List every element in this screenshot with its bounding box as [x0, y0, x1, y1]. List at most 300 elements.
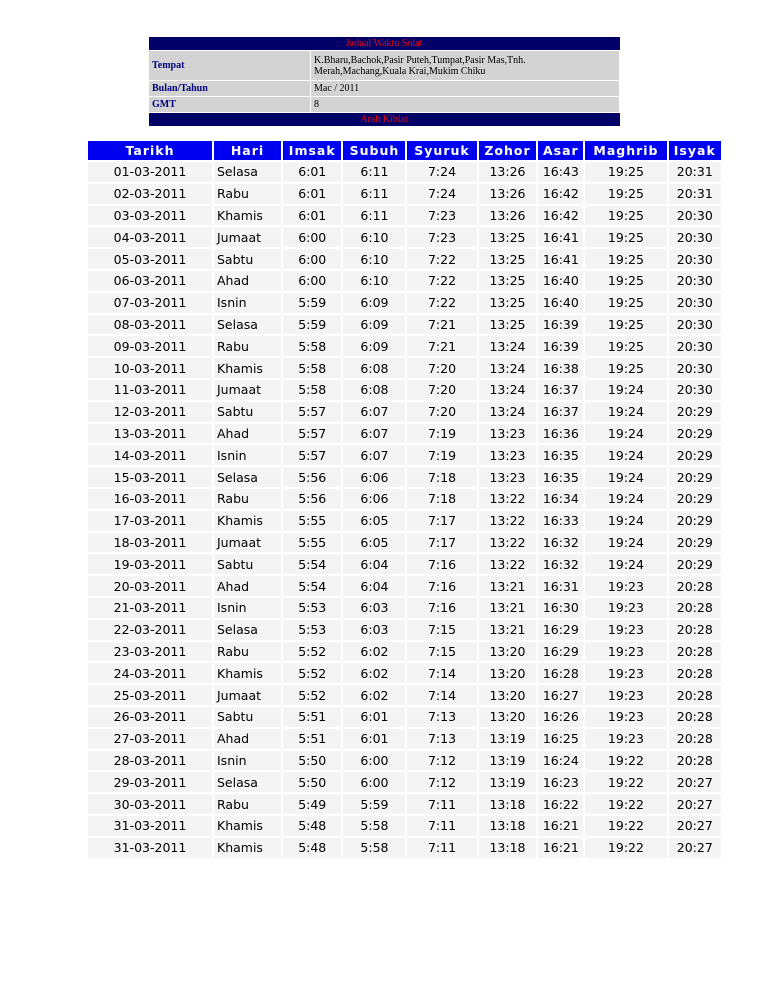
- cell-day: Sabtu: [214, 402, 281, 422]
- cell-zohor: 13:20: [479, 642, 537, 662]
- cell-asar: 16:42: [538, 206, 583, 226]
- cell-day: Khamis: [214, 511, 281, 531]
- cell-day: Jumaat: [214, 533, 281, 553]
- cell-maghrib: 19:25: [585, 271, 666, 291]
- table-row: [88, 554, 721, 574]
- cell-maghrib: 19:23: [585, 707, 666, 727]
- cell-imsak: 6:00: [283, 227, 341, 247]
- cell-day: Khamis: [214, 206, 281, 226]
- table-row: [88, 336, 721, 356]
- cell-date: 09-03-2011: [88, 336, 212, 356]
- cell-maghrib: 19:25: [585, 184, 666, 204]
- cell-subuh: 6:10: [343, 271, 405, 291]
- table-body: [88, 162, 721, 858]
- cell-maghrib: 19:25: [585, 358, 666, 378]
- cell-zohor: 13:25: [479, 271, 537, 291]
- cell-imsak: 5:55: [283, 511, 341, 531]
- cell-maghrib: 19:22: [585, 751, 666, 771]
- cell-isyak: 20:29: [669, 533, 721, 553]
- cell-imsak: 6:01: [283, 184, 341, 204]
- cell-subuh: 6:06: [343, 489, 405, 509]
- cell-isyak: 20:29: [669, 424, 721, 444]
- cell-day: Selasa: [214, 467, 281, 487]
- cell-subuh: 6:00: [343, 772, 405, 792]
- month-label: Bulan/Tahun: [149, 81, 311, 97]
- cell-date: 13-03-2011: [88, 424, 212, 444]
- month-row: [149, 81, 620, 97]
- table-row: [88, 162, 721, 182]
- cell-day: Selasa: [214, 315, 281, 335]
- cell-day: Rabu: [214, 336, 281, 356]
- cell-syuruk: 7:15: [407, 620, 476, 640]
- cell-syuruk: 7:16: [407, 598, 476, 618]
- cell-maghrib: 19:25: [585, 336, 666, 356]
- cell-date: 08-03-2011: [88, 315, 212, 335]
- cell-date: 07-03-2011: [88, 293, 212, 313]
- cell-syuruk: 7:22: [407, 249, 476, 269]
- cell-day: Selasa: [214, 772, 281, 792]
- cell-day: Sabtu: [214, 707, 281, 727]
- cell-day: Khamis: [214, 838, 281, 858]
- cell-asar: 16:39: [538, 336, 583, 356]
- cell-asar: 16:34: [538, 489, 583, 509]
- cell-zohor: 13:23: [479, 467, 537, 487]
- cell-zohor: 13:24: [479, 336, 537, 356]
- cell-asar: 16:26: [538, 707, 583, 727]
- cell-subuh: 6:11: [343, 184, 405, 204]
- cell-zohor: 13:26: [479, 184, 537, 204]
- cell-imsak: 5:52: [283, 642, 341, 662]
- cell-maghrib: 19:23: [585, 576, 666, 596]
- table-row: [88, 489, 721, 509]
- cell-day: Khamis: [214, 816, 281, 836]
- cell-day: Jumaat: [214, 685, 281, 705]
- cell-day: Rabu: [214, 489, 281, 509]
- table-row: [88, 380, 721, 400]
- cell-imsak: 5:58: [283, 380, 341, 400]
- cell-subuh: 6:04: [343, 576, 405, 596]
- cell-day: Isnin: [214, 598, 281, 618]
- cell-date: 06-03-2011: [88, 271, 212, 291]
- cell-syuruk: 7:22: [407, 271, 476, 291]
- cell-isyak: 20:28: [669, 729, 721, 749]
- cell-date: 11-03-2011: [88, 380, 212, 400]
- cell-syuruk: 7:21: [407, 315, 476, 335]
- cell-maghrib: 19:25: [585, 206, 666, 226]
- cell-isyak: 20:27: [669, 816, 721, 836]
- cell-zohor: 13:23: [479, 445, 537, 465]
- cell-asar: 16:39: [538, 315, 583, 335]
- cell-asar: 16:32: [538, 533, 583, 553]
- cell-date: 31-03-2011: [88, 838, 212, 858]
- table-row: [88, 315, 721, 335]
- cell-asar: 16:28: [538, 663, 583, 683]
- cell-subuh: 6:02: [343, 663, 405, 683]
- cell-imsak: 6:01: [283, 206, 341, 226]
- cell-maghrib: 19:25: [585, 293, 666, 313]
- cell-zohor: 13:22: [479, 533, 537, 553]
- cell-date: 18-03-2011: [88, 533, 212, 553]
- cell-zohor: 13:18: [479, 838, 537, 858]
- cell-syuruk: 7:11: [407, 816, 476, 836]
- cell-imsak: 5:57: [283, 445, 341, 465]
- cell-imsak: 5:55: [283, 533, 341, 553]
- cell-isyak: 20:27: [669, 838, 721, 858]
- cell-imsak: 5:53: [283, 620, 341, 640]
- cell-isyak: 20:28: [669, 576, 721, 596]
- cell-zohor: 13:22: [479, 489, 537, 509]
- cell-day: Khamis: [214, 663, 281, 683]
- cell-asar: 16:22: [538, 794, 583, 814]
- cell-syuruk: 7:14: [407, 685, 476, 705]
- cell-subuh: 6:01: [343, 707, 405, 727]
- cell-subuh: 6:11: [343, 206, 405, 226]
- cell-syuruk: 7:16: [407, 576, 476, 596]
- cell-subuh: 6:01: [343, 729, 405, 749]
- cell-maghrib: 19:24: [585, 533, 666, 553]
- cell-subuh: 6:02: [343, 642, 405, 662]
- cell-syuruk: 7:19: [407, 424, 476, 444]
- cell-isyak: 20:28: [669, 642, 721, 662]
- cell-syuruk: 7:12: [407, 772, 476, 792]
- cell-date: 23-03-2011: [88, 642, 212, 662]
- cell-subuh: 5:58: [343, 816, 405, 836]
- cell-maghrib: 19:24: [585, 489, 666, 509]
- cell-asar: 16:41: [538, 227, 583, 247]
- cell-date: 02-03-2011: [88, 184, 212, 204]
- cell-subuh: 6:04: [343, 554, 405, 574]
- table-row: [88, 707, 721, 727]
- cell-asar: 16:43: [538, 162, 583, 182]
- qibla-label: Arah Kiblat: [149, 113, 620, 127]
- cell-day: Rabu: [214, 642, 281, 662]
- cell-subuh: 6:10: [343, 227, 405, 247]
- cell-zohor: 13:18: [479, 816, 537, 836]
- cell-asar: 16:35: [538, 445, 583, 465]
- cell-isyak: 20:27: [669, 794, 721, 814]
- cell-subuh: 6:08: [343, 380, 405, 400]
- column-header-isyak: Isyak: [669, 141, 721, 160]
- cell-asar: 16:38: [538, 358, 583, 378]
- cell-asar: 16:41: [538, 249, 583, 269]
- cell-day: Jumaat: [214, 380, 281, 400]
- cell-asar: 16:25: [538, 729, 583, 749]
- cell-asar: 16:42: [538, 184, 583, 204]
- cell-isyak: 20:30: [669, 293, 721, 313]
- cell-imsak: 5:53: [283, 598, 341, 618]
- cell-syuruk: 7:23: [407, 206, 476, 226]
- cell-imsak: 5:54: [283, 576, 341, 596]
- cell-maghrib: 19:24: [585, 424, 666, 444]
- table-row: [88, 467, 721, 487]
- cell-syuruk: 7:20: [407, 380, 476, 400]
- cell-date: 17-03-2011: [88, 511, 212, 531]
- cell-zohor: 13:19: [479, 729, 537, 749]
- cell-date: 03-03-2011: [88, 206, 212, 226]
- cell-syuruk: 7:18: [407, 467, 476, 487]
- cell-syuruk: 7:20: [407, 358, 476, 378]
- cell-asar: 16:24: [538, 751, 583, 771]
- column-header-tarikh: Tarikh: [88, 141, 212, 160]
- column-header-syuruk: Syuruk: [407, 141, 476, 160]
- cell-zohor: 13:22: [479, 511, 537, 531]
- cell-zohor: 13:25: [479, 249, 537, 269]
- cell-imsak: 5:58: [283, 358, 341, 378]
- cell-maghrib: 19:24: [585, 511, 666, 531]
- cell-day: Jumaat: [214, 227, 281, 247]
- cell-isyak: 20:30: [669, 358, 721, 378]
- cell-asar: 16:40: [538, 293, 583, 313]
- column-header-hari: Hari: [214, 141, 281, 160]
- cell-syuruk: 7:22: [407, 293, 476, 313]
- table-row: [88, 184, 721, 204]
- cell-subuh: 6:07: [343, 424, 405, 444]
- cell-zohor: 13:20: [479, 707, 537, 727]
- cell-zohor: 13:24: [479, 402, 537, 422]
- cell-asar: 16:37: [538, 402, 583, 422]
- cell-date: 25-03-2011: [88, 685, 212, 705]
- cell-isyak: 20:28: [669, 663, 721, 683]
- cell-isyak: 20:28: [669, 598, 721, 618]
- cell-imsak: 5:59: [283, 315, 341, 335]
- cell-maghrib: 19:25: [585, 227, 666, 247]
- cell-asar: 16:31: [538, 576, 583, 596]
- cell-subuh: 6:06: [343, 467, 405, 487]
- cell-maghrib: 19:25: [585, 249, 666, 269]
- cell-subuh: 6:02: [343, 685, 405, 705]
- table-row: [88, 838, 721, 858]
- table-row: [88, 445, 721, 465]
- table-row: [88, 729, 721, 749]
- cell-zohor: 13:25: [479, 293, 537, 313]
- cell-isyak: 20:27: [669, 772, 721, 792]
- qibla-row: [149, 113, 620, 127]
- cell-syuruk: 7:17: [407, 511, 476, 531]
- cell-syuruk: 7:17: [407, 533, 476, 553]
- cell-maghrib: 19:23: [585, 685, 666, 705]
- cell-zohor: 13:21: [479, 598, 537, 618]
- cell-day: Selasa: [214, 620, 281, 640]
- cell-subuh: 5:58: [343, 838, 405, 858]
- cell-asar: 16:29: [538, 642, 583, 662]
- cell-syuruk: 7:23: [407, 227, 476, 247]
- cell-isyak: 20:29: [669, 445, 721, 465]
- column-header-zohor: Zohor: [479, 141, 537, 160]
- cell-imsak: 6:01: [283, 162, 341, 182]
- cell-day: Isnin: [214, 751, 281, 771]
- cell-syuruk: 7:12: [407, 751, 476, 771]
- cell-date: 12-03-2011: [88, 402, 212, 422]
- cell-isyak: 20:30: [669, 271, 721, 291]
- cell-date: 30-03-2011: [88, 794, 212, 814]
- cell-date: 22-03-2011: [88, 620, 212, 640]
- cell-day: Sabtu: [214, 249, 281, 269]
- cell-imsak: 6:00: [283, 249, 341, 269]
- cell-isyak: 20:29: [669, 511, 721, 531]
- place-value: K.Bharu,Bachok,Pasir Puteh,Tumpat,Pasir Mas,Tnh. Merah,Machang,Kuala Krai,Mukim Chiku: [311, 51, 620, 81]
- table-row: [88, 249, 721, 269]
- cell-day: Selasa: [214, 162, 281, 182]
- cell-syuruk: 7:16: [407, 554, 476, 574]
- table-row: [88, 358, 721, 378]
- cell-date: 15-03-2011: [88, 467, 212, 487]
- column-header-imsak: Imsak: [283, 141, 341, 160]
- cell-maghrib: 19:23: [585, 598, 666, 618]
- column-header-maghrib: Maghrib: [585, 141, 666, 160]
- cell-asar: 16:35: [538, 467, 583, 487]
- cell-day: Ahad: [214, 576, 281, 596]
- cell-subuh: 6:08: [343, 358, 405, 378]
- gmt-value: 8: [311, 97, 620, 113]
- cell-day: Isnin: [214, 445, 281, 465]
- gmt-row: [149, 97, 620, 113]
- cell-syuruk: 7:15: [407, 642, 476, 662]
- cell-date: 16-03-2011: [88, 489, 212, 509]
- table-row: [88, 293, 721, 313]
- place-row: [149, 51, 620, 81]
- cell-maghrib: 19:24: [585, 554, 666, 574]
- cell-subuh: 5:59: [343, 794, 405, 814]
- cell-subuh: 6:10: [343, 249, 405, 269]
- table-row: [88, 642, 721, 662]
- cell-syuruk: 7:24: [407, 184, 476, 204]
- cell-date: 01-03-2011: [88, 162, 212, 182]
- cell-maghrib: 19:23: [585, 729, 666, 749]
- table-row: [88, 772, 721, 792]
- cell-imsak: 5:50: [283, 772, 341, 792]
- cell-date: 14-03-2011: [88, 445, 212, 465]
- cell-subuh: 6:09: [343, 315, 405, 335]
- cell-asar: 16:23: [538, 772, 583, 792]
- cell-zohor: 13:26: [479, 206, 537, 226]
- cell-imsak: 5:59: [283, 293, 341, 313]
- cell-zohor: 13:20: [479, 685, 537, 705]
- cell-date: 27-03-2011: [88, 729, 212, 749]
- cell-asar: 16:32: [538, 554, 583, 574]
- cell-asar: 16:33: [538, 511, 583, 531]
- cell-isyak: 20:30: [669, 380, 721, 400]
- prayer-times-table: [86, 139, 723, 860]
- cell-isyak: 20:30: [669, 336, 721, 356]
- cell-syuruk: 7:11: [407, 794, 476, 814]
- cell-zohor: 13:19: [479, 751, 537, 771]
- place-label: Tempat: [149, 51, 311, 81]
- cell-isyak: 20:29: [669, 467, 721, 487]
- cell-day: Ahad: [214, 271, 281, 291]
- cell-syuruk: 7:11: [407, 838, 476, 858]
- cell-subuh: 6:03: [343, 598, 405, 618]
- cell-subuh: 6:11: [343, 162, 405, 182]
- cell-maghrib: 19:24: [585, 380, 666, 400]
- cell-imsak: 5:57: [283, 424, 341, 444]
- cell-imsak: 5:54: [283, 554, 341, 574]
- cell-maghrib: 19:24: [585, 467, 666, 487]
- cell-imsak: 5:51: [283, 729, 341, 749]
- cell-isyak: 20:30: [669, 249, 721, 269]
- cell-day: Sabtu: [214, 554, 281, 574]
- table-row: [88, 794, 721, 814]
- cell-imsak: 5:56: [283, 467, 341, 487]
- cell-asar: 16:27: [538, 685, 583, 705]
- cell-date: 21-03-2011: [88, 598, 212, 618]
- cell-isyak: 20:28: [669, 707, 721, 727]
- table-row: [88, 424, 721, 444]
- cell-subuh: 6:07: [343, 402, 405, 422]
- cell-day: Ahad: [214, 424, 281, 444]
- cell-date: 29-03-2011: [88, 772, 212, 792]
- cell-syuruk: 7:20: [407, 402, 476, 422]
- cell-maghrib: 19:22: [585, 772, 666, 792]
- cell-imsak: 5:50: [283, 751, 341, 771]
- cell-asar: 16:40: [538, 271, 583, 291]
- cell-zohor: 13:24: [479, 380, 537, 400]
- cell-isyak: 20:28: [669, 751, 721, 771]
- cell-subuh: 6:05: [343, 511, 405, 531]
- cell-day: Rabu: [214, 184, 281, 204]
- cell-maghrib: 19:24: [585, 445, 666, 465]
- cell-isyak: 20:30: [669, 206, 721, 226]
- cell-zohor: 13:21: [479, 576, 537, 596]
- cell-syuruk: 7:24: [407, 162, 476, 182]
- cell-date: 10-03-2011: [88, 358, 212, 378]
- table-row: [88, 663, 721, 683]
- table-row: [88, 511, 721, 531]
- cell-isyak: 20:30: [669, 315, 721, 335]
- cell-subuh: 6:05: [343, 533, 405, 553]
- cell-maghrib: 19:22: [585, 816, 666, 836]
- cell-imsak: 5:56: [283, 489, 341, 509]
- cell-date: 24-03-2011: [88, 663, 212, 683]
- cell-imsak: 5:57: [283, 402, 341, 422]
- cell-day: Isnin: [214, 293, 281, 313]
- cell-maghrib: 19:23: [585, 663, 666, 683]
- cell-maghrib: 19:22: [585, 794, 666, 814]
- cell-syuruk: 7:21: [407, 336, 476, 356]
- cell-zohor: 13:25: [479, 315, 537, 335]
- cell-maghrib: 19:23: [585, 620, 666, 640]
- cell-imsak: 5:48: [283, 838, 341, 858]
- cell-day: Rabu: [214, 794, 281, 814]
- cell-asar: 16:37: [538, 380, 583, 400]
- cell-subuh: 6:09: [343, 293, 405, 313]
- table-row: [88, 620, 721, 640]
- cell-date: 20-03-2011: [88, 576, 212, 596]
- column-header-asar: Asar: [538, 141, 583, 160]
- cell-asar: 16:29: [538, 620, 583, 640]
- cell-isyak: 20:28: [669, 685, 721, 705]
- cell-imsak: 5:49: [283, 794, 341, 814]
- cell-subuh: 6:03: [343, 620, 405, 640]
- cell-zohor: 13:20: [479, 663, 537, 683]
- table-row: [88, 576, 721, 596]
- cell-zohor: 13:25: [479, 227, 537, 247]
- cell-zohor: 13:26: [479, 162, 537, 182]
- cell-syuruk: 7:13: [407, 729, 476, 749]
- cell-date: 31-03-2011: [88, 816, 212, 836]
- cell-zohor: 13:24: [479, 358, 537, 378]
- column-header-subuh: Subuh: [343, 141, 405, 160]
- cell-syuruk: 7:19: [407, 445, 476, 465]
- cell-imsak: 5:58: [283, 336, 341, 356]
- cell-isyak: 20:28: [669, 620, 721, 640]
- page-title: Jadual Waktu Solat: [149, 37, 620, 51]
- cell-asar: 16:36: [538, 424, 583, 444]
- cell-subuh: 6:09: [343, 336, 405, 356]
- cell-maghrib: 19:25: [585, 162, 666, 182]
- cell-isyak: 20:31: [669, 162, 721, 182]
- cell-isyak: 20:31: [669, 184, 721, 204]
- info-table: [148, 37, 620, 126]
